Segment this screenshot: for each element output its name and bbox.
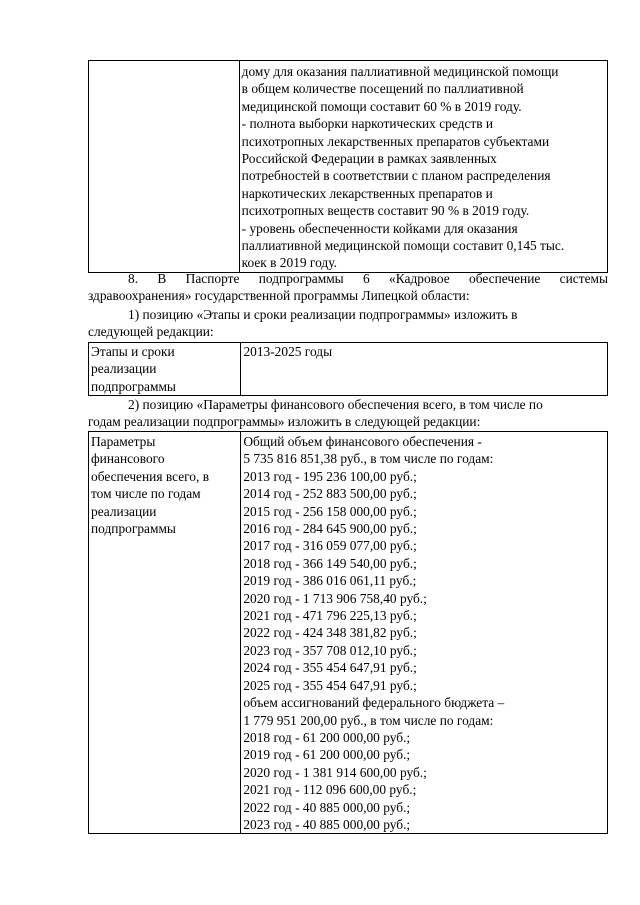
text-line: объем ассигнований федерального бюджета – — [243, 695, 505, 711]
text-line: 2022 год - 424 348 381,82 руб.; — [243, 625, 417, 641]
table-stages — [88, 342, 608, 396]
text-line: дому для оказания паллиативной медицинской помощи — [241, 64, 559, 79]
text-line: подпрограммы — [91, 378, 176, 394]
text-line: 2018 год - 61 200 000,00 руб.; — [243, 729, 411, 745]
text-line: 2023 год - 40 885 000,00 руб.; — [243, 816, 411, 832]
table-cell-label — [89, 432, 241, 834]
table-financing — [88, 431, 608, 834]
text-line: 8. В Паспорте подпрограммы 6 «Кадровое обеспечение системы — [128, 271, 608, 286]
text-line: 2019 год - 61 200 000,00 руб.; — [243, 747, 411, 763]
text-line: 2021 год - 112 096 600,00 руб.; — [243, 782, 417, 798]
table-row — [89, 432, 608, 834]
text-line: Параметры — [91, 434, 156, 449]
table-row — [89, 343, 608, 396]
text-line: коек в 2019 году. — [241, 255, 337, 271]
table-continuation — [88, 60, 608, 273]
text-line: 2014 год - 252 883 500,00 руб.; — [243, 486, 417, 502]
text-line: паллиативной медицинской помощи составит 0,145 тыс. — [241, 238, 565, 254]
text-line: - полнота выборки наркотических средств и — [241, 116, 494, 132]
text-line: Общий объем финансового обеспечения - — [243, 434, 482, 449]
table-cell-label — [89, 61, 240, 273]
text-line: Этапы и сроки — [91, 344, 175, 359]
text-line: Российской Федерации в рамках заявленных — [241, 151, 497, 167]
text-line: 2021 год - 471 796 225,13 руб.; — [243, 608, 417, 624]
paragraph-item-1 — [88, 306, 608, 341]
text-line: 5 735 816 851,38 руб., в том числе по годам: — [243, 451, 494, 467]
text-line: 2017 год - 316 059 077,00 руб.; — [243, 538, 417, 554]
text-line: финансового — [91, 451, 165, 467]
text-line: психотропных лекарственных препаратов субъектами — [241, 133, 550, 149]
table-row — [89, 61, 608, 273]
text-line: 2022 год - 40 885 000,00 руб.; — [243, 799, 411, 815]
text-line: 1 779 951 200,00 руб., в том числе по годам: — [243, 712, 494, 728]
text-line: реализации — [91, 503, 157, 519]
text-line: 2020 год - 1 381 914 600,00 руб.; — [243, 764, 427, 780]
text-line: 2013 год - 195 236 100,00 руб.; — [243, 468, 417, 484]
text-line: потребностей в соответствии с планом распределения — [241, 168, 551, 184]
text-line: 2018 год - 366 149 540,00 руб.; — [243, 555, 417, 571]
text-line: психотропных веществ составит 90 % в 2019 году. — [241, 203, 530, 219]
text-line: подпрограммы — [91, 521, 176, 537]
text-line: 2024 год - 355 454 647,91 руб.; — [243, 660, 417, 676]
text-line: 2023 год - 357 708 012,10 руб.; — [243, 642, 417, 658]
text-line: 2) позицию «Параметры финансового обеспечения всего, в том числе по — [128, 397, 543, 412]
table-cell-label — [89, 343, 241, 396]
text-line: следующей редакции: — [88, 324, 214, 340]
paragraph-item-2 — [88, 396, 608, 431]
table-cell-value — [239, 61, 607, 273]
table-cell-value — [241, 343, 608, 396]
text-line: реализации — [91, 361, 157, 377]
text-line: годам реализации подпрограммы» изложить в следующей редакции: — [88, 414, 481, 430]
text-line: медицинской помощи составит 60 % в 2019 году. — [241, 98, 522, 114]
text-line: - уровень обеспеченности койками для оказания — [241, 220, 518, 236]
table-cell-value — [241, 432, 608, 834]
text-line: 2020 год - 1 713 906 758,40 руб.; — [243, 590, 427, 606]
text-line: 2019 год - 386 016 061,11 руб.; — [243, 573, 417, 589]
text-line: том числе по годам — [91, 486, 201, 502]
text-line: 2013-2025 годы — [243, 344, 333, 359]
text-line: 1) позицию «Этапы и сроки реализации подпрограммы» изложить в — [128, 307, 518, 322]
text-line: здравоохранения» государственной программы Липецкой области: — [88, 288, 470, 304]
text-line: в общем количестве посещений по паллиативной — [241, 81, 524, 97]
paragraph-8 — [88, 270, 608, 305]
text-line: 2016 год - 284 645 900,00 руб.; — [243, 521, 417, 537]
text-line: 2015 год - 256 158 000,00 руб.; — [243, 503, 417, 519]
text-line: 2025 год - 355 454 647,91 руб.; — [243, 677, 417, 693]
text-line: наркотических лекарственных препаратов и — [241, 185, 493, 201]
text-line: обеспечения всего, в — [91, 468, 210, 484]
